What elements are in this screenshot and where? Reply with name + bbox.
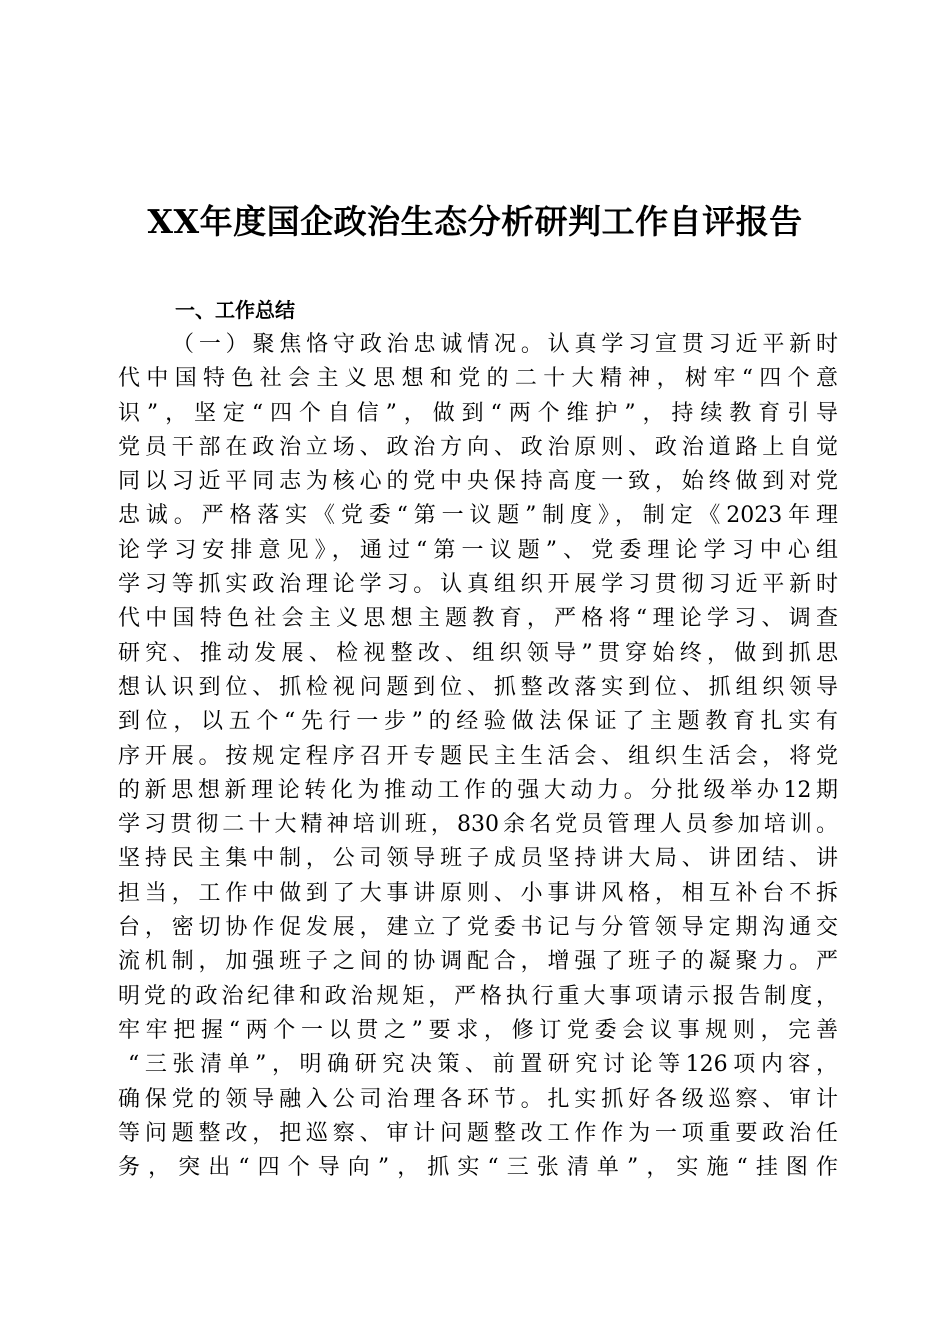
paragraph-line: 论学习安排意见》，通过“第一议题”、党委理论学习中心组 [118, 537, 838, 563]
paragraph-line: 同以习近平同志为核心的党中央保持高度一致，始终做到对党 [118, 469, 838, 495]
paragraph-line: 的新思想新理论转化为推动工作的强大动力。分批级举办12期 [118, 777, 838, 803]
paragraph-line: 台，密切协作促发展，建立了党委书记与分管领导定期沟通交 [118, 915, 838, 941]
paragraph-line: 想认识到位、抓检视问题到位、抓整改落实到位、抓组织领导 [118, 674, 838, 700]
paragraph-line: 研究、推动发展、检视整改、组织领导”贯穿始终，做到抓思 [118, 640, 838, 666]
paragraph-line: 代中国特色社会主义思想主题教育，严格将“理论学习、调查 [118, 606, 838, 632]
paragraph-line: 坚持民主集中制，公司领导班子成员坚持讲大局、讲团结、讲 [118, 846, 838, 872]
paragraph-line: 忠诚。严格落实《党委“第一议题”制度》，制定《2023年理 [118, 503, 838, 529]
paragraph-line: 牢牢把握“两个一以贯之”要求，修订党委会议事规则，完善 [118, 1017, 838, 1043]
paragraph-line: （一）聚焦恪守政治忠诚情况。认真学习宣贯习近平新时 [172, 332, 838, 357]
paragraph-line: 确保党的领导融入公司治理各环节。扎实抓好各级巡察、审计 [118, 1086, 838, 1112]
section-heading: 一、工作总结 [175, 298, 295, 322]
paragraph-line: 学习等抓实政治理论学习。认真组织开展学习贯彻习近平新时 [118, 572, 838, 598]
paragraph-line: 等问题整改，把巡察、审计问题整改工作作为一项重要政治任 [118, 1120, 838, 1146]
paragraph-line: 识”，坚定“四个自信”，做到“两个维护”，持续教育引导 [118, 400, 838, 426]
document-title: XX年度国企政治生态分析研判工作自评报告 [147, 202, 803, 241]
paragraph-line: 担当，工作中做到了大事讲原则、小事讲风格，相互补台不拆 [118, 880, 838, 906]
paragraph-line: 务，突出“四个导向”，抓实“三张清单”，实施“挂图作 [118, 1155, 838, 1181]
paragraph-line: 学习贯彻二十大精神培训班，830余名党员管理人员参加培训。 [118, 812, 838, 838]
paragraph-line: 党员干部在政治立场、政治方向、政治原则、政治道路上自觉 [118, 434, 838, 460]
paragraph-line: “三张清单”，明确研究决策、前置研究讨论等126项内容， [128, 1052, 838, 1078]
paragraph-line: 代中国特色社会主义思想和党的二十大精神，树牢“四个意 [118, 366, 838, 392]
paragraph-line: 序开展。按规定程序召开专题民主生活会、组织生活会，将党 [118, 743, 838, 769]
body-paragraph [118, 328, 838, 1185]
paragraph-line: 到位，以五个“先行一步”的经验做法保证了主题教育扎实有 [118, 709, 838, 735]
paragraph-line: 流机制，加强班子之间的协调配合，增强了班子的凝聚力。严 [118, 949, 838, 975]
paragraph-line: 明党的政治纪律和政治规矩，严格执行重大事项请示报告制度， [118, 983, 838, 1009]
